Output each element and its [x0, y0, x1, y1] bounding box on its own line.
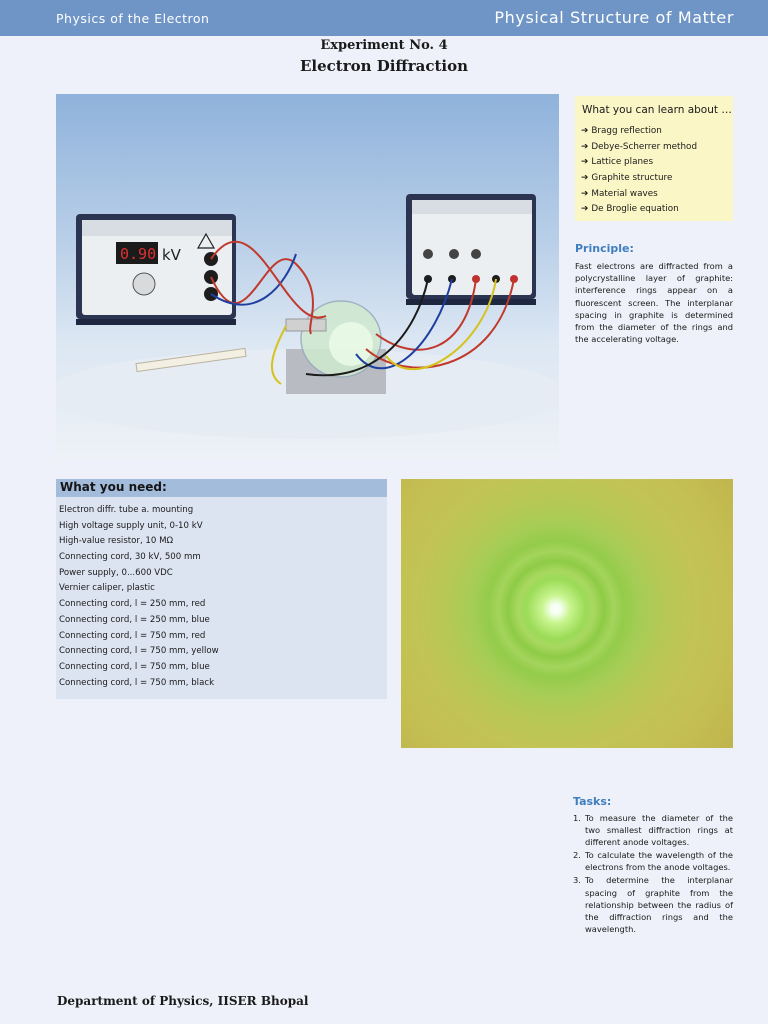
experiment-number: Experiment No. 4 — [320, 38, 448, 53]
task-number: 1. — [573, 813, 581, 823]
need-item: Connecting cord, l = 250 mm, red — [59, 599, 206, 610]
task-number: 3. — [573, 875, 581, 886]
principle-heading: Principle: — [575, 242, 634, 255]
header-right-title: Physical Structure of Matter — [494, 8, 734, 27]
header-bar — [0, 0, 768, 36]
learn-item-label: Graphite structure — [591, 173, 673, 184]
arrow-right-icon: ➔ — [581, 141, 589, 152]
need-item: Connecting cord, l = 750 mm, black — [59, 677, 215, 688]
learn-item-label: De Broglie equation — [591, 204, 679, 215]
need-item: Connecting cord, l = 250 mm, blue — [59, 614, 210, 625]
arrow-right-icon: ➔ — [581, 204, 589, 215]
learn-item-label: Lattice planes — [591, 157, 654, 168]
need-item: Connecting cord, l = 750 mm, yellow — [59, 646, 219, 657]
tasks-heading: Tasks: — [573, 795, 612, 808]
hv-display-reading: 0.90 — [120, 245, 157, 263]
learn-item — [581, 187, 697, 203]
learn-item — [581, 140, 697, 156]
need-item: Connecting cord, 30 kV, 500 mm — [59, 552, 201, 563]
arrow-right-icon: ➔ — [581, 157, 589, 168]
need-item: High-value resistor, 10 MΩ — [59, 536, 174, 547]
need-heading-bar — [56, 479, 387, 497]
learn-item-label: Material waves — [591, 188, 658, 199]
task-item — [573, 849, 733, 873]
arrow-right-icon: ➔ — [581, 188, 589, 199]
header-left-title: Physics of the Electron — [56, 11, 210, 26]
learn-item-label: Debye-Scherrer method — [591, 141, 698, 152]
learn-item — [581, 155, 697, 171]
learn-box — [575, 96, 733, 221]
need-box — [56, 479, 387, 699]
task-number: 2. — [573, 850, 581, 861]
learn-item — [581, 124, 697, 140]
task-item — [573, 874, 733, 934]
task-text: To measure the diameter of the two smallest diffraction rings at different anode voltages. — [585, 813, 733, 848]
task-item — [573, 812, 733, 848]
need-item: Vernier caliper, plastic — [59, 583, 155, 594]
need-item: Power supply, 0...600 VDC — [59, 567, 173, 578]
learn-item-label: Bragg reflection — [591, 126, 662, 136]
learn-item — [581, 202, 697, 218]
tasks-list — [573, 812, 733, 936]
task-text: To calculate the wavelength of the electrons from the anode voltages. — [585, 850, 733, 873]
arrow-right-icon: ➔ — [581, 173, 589, 184]
need-item: High voltage supply unit, 0-10 kV — [59, 520, 203, 531]
apparatus-illustration — [56, 94, 559, 460]
diffraction-pattern-photo — [401, 479, 733, 748]
need-item: Electron diffr. tube a. mounting — [59, 505, 194, 515]
apparatus-photo — [56, 94, 559, 460]
principle-text: Fast electrons are diffracted from a polycrystalline layer of graphite: interference rings appear on a fluorescent screen. The interplanar spacing in graphite is determined from the diameter of the rings and the accelerating voltage. — [575, 261, 733, 345]
task-text: To determine the interplanar spacing of graphite from the relationship between the radius of the diffraction rings and the wavelength. — [585, 875, 733, 934]
learn-item — [581, 171, 697, 187]
learn-heading: What you can learn about … — [582, 104, 732, 116]
need-heading: What you need: — [60, 480, 167, 494]
need-list — [59, 503, 219, 691]
footer-department: Department of Physics, IISER Bhopal — [57, 994, 309, 1008]
need-item: Connecting cord, l = 750 mm, red — [59, 630, 206, 641]
arrow-right-icon: ➔ — [581, 126, 589, 136]
learn-list — [581, 124, 697, 218]
experiment-title: Electron Diffraction — [299, 57, 469, 75]
need-item: Connecting cord, l = 750 mm, blue — [59, 661, 210, 672]
hv-display-unit: kV — [162, 246, 181, 264]
